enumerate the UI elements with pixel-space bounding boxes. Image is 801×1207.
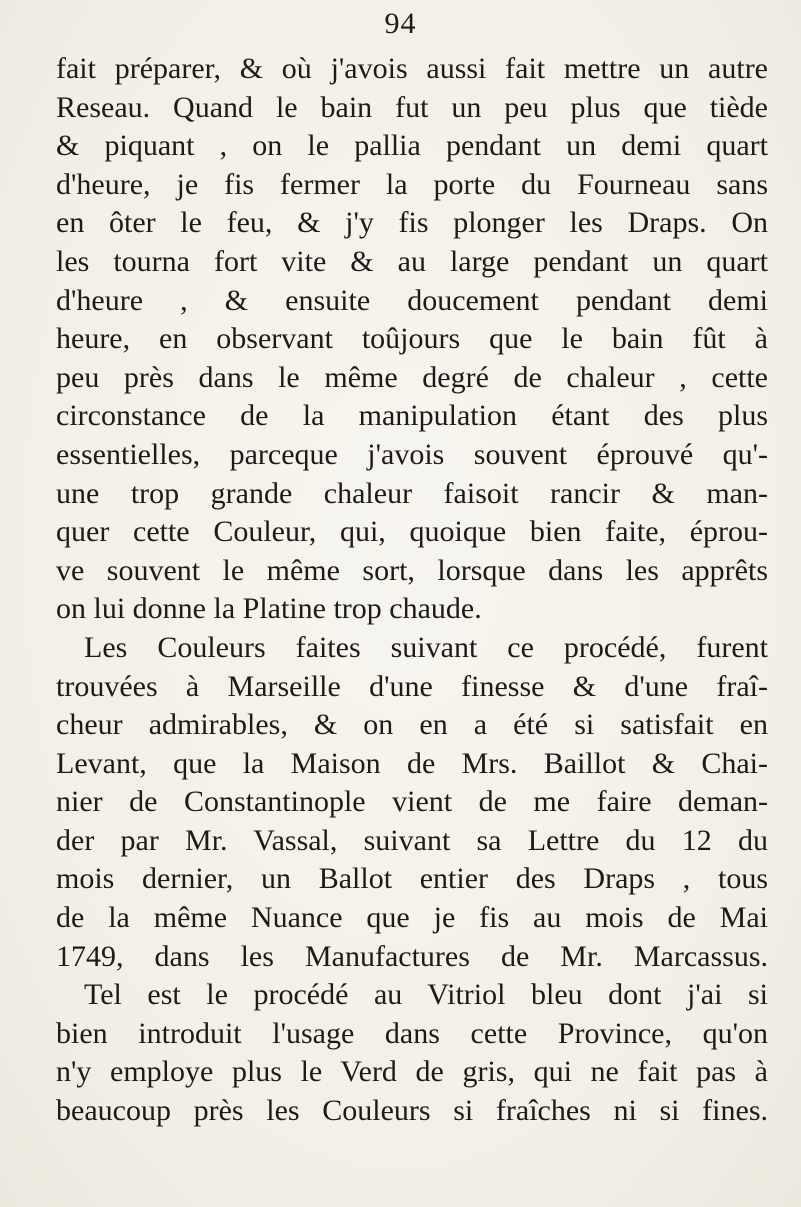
text-line: en ôter le feu, & j'y fis plonger les Draps. On [56,206,768,240]
text-line: beaucoup près les Couleurs si fraîches ni si fines. [56,1094,768,1128]
text-line: der par Mr. Vassal, suivant sa Lettre du 12 du [56,823,768,857]
text-line: peu près dans le même degré de chaleur , cette [56,360,768,394]
text-line: on lui donne la Platine trop chaude. [56,592,482,626]
text-line: quer cette Couleur, qui, quoique bien faite, éprou- [56,515,768,549]
text-line: 1749, dans les Manufactures de Mr. Marcassus. [56,939,768,973]
text-line: de la même Nuance que je fis au mois de Mai [56,901,768,935]
text-line: Les Couleurs faites suivant ce procédé, furent [84,630,768,664]
text-line: d'heure , & ensuite doucement pendant demi [56,283,768,317]
text-line: essentielles, parceque j'avois souvent éprouvé qu'- [56,437,768,471]
text-line: cheur admirables, & on en a été si satisfait en [56,708,768,742]
text-line: d'heure, je fis fermer la porte du Fourneau sans [56,167,768,201]
text-line: nier de Constantinople vient de me faire deman- [56,785,768,819]
text-line: Reseau. Quand le bain fut un peu plus que tiède [56,90,768,124]
page-number: 94 [384,7,417,40]
body-text [56,50,768,1131]
text-line: fait préparer, & où j'avois aussi fait mettre un autre [56,52,768,85]
text-line: trouvées à Marseille d'une finesse & d'une fraî- [56,669,768,703]
text-line: n'y employe plus le Verd de gris, qui ne fait pas à [56,1055,768,1089]
text-line: & piquant , on le pallia pendant un demi quart [56,129,768,163]
text-line: bien introduit l'usage dans cette Province, qu'on [56,1016,768,1050]
text-line: les tourna fort vite & au large pendant un quart [56,244,768,278]
text-line: Tel est le procédé au Vitriol bleu dont j'ai si [84,978,768,1012]
text-line: Levant, que la Maison de Mrs. Baillot & Chai- [56,746,768,780]
text-line: ve souvent le même sort, lorsque dans les apprêts [56,553,768,587]
text-line: heure, en observant toûjours que le bain fût à [56,322,768,356]
text-line: une trop grande chaleur faisoit rancir & man- [56,476,768,510]
text-line: mois dernier, un Ballot entier des Draps , tous [56,862,768,896]
text-line: circonstance de la manipulation étant des plus [56,399,768,433]
